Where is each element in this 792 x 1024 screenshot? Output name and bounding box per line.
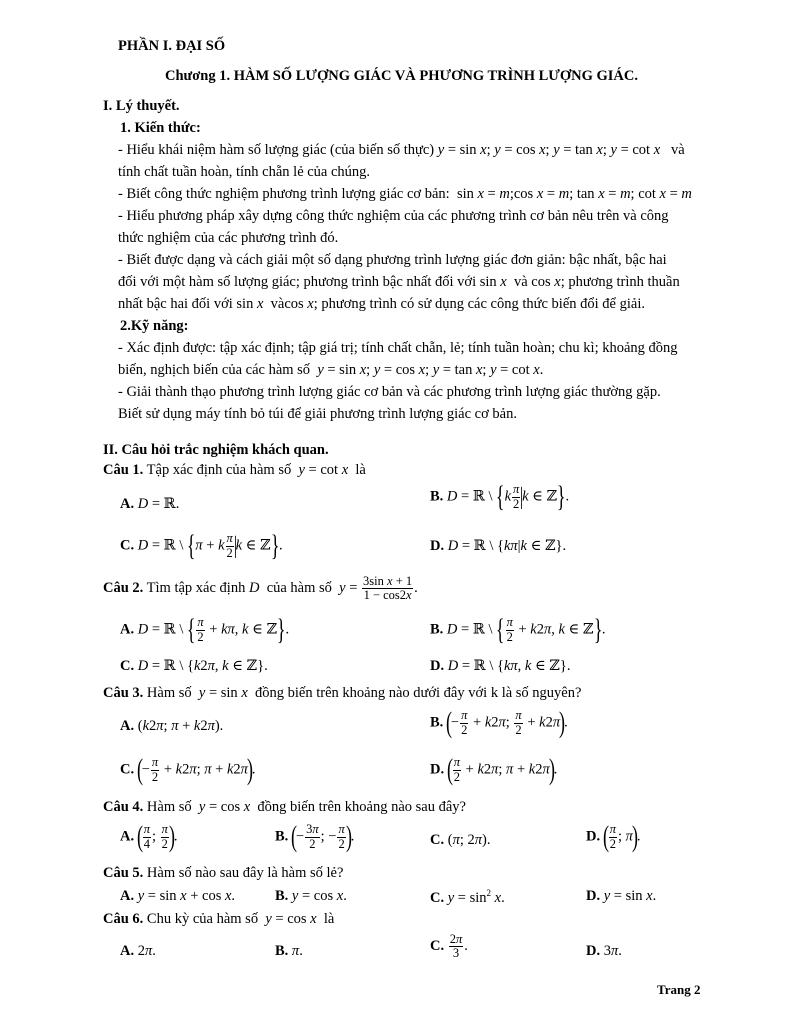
question-2: Câu 2. Tìm tập xác định D của hàm số y = $\frac{\text{3sin x + 1}}{1 - \cos 2x}$ .: [103, 574, 418, 603]
question-3: Câu 3. Hàm số y = sin x đồng biến trên khoảng nào dưới đây với k là số nguyên?: [103, 685, 582, 701]
question-5: Câu 5. Hàm số nào sau đây là hàm số lẻ?: [103, 865, 344, 881]
q4-option-d[interactable]: D. ( $\frac{\pi}{2}$ ; π).: [586, 820, 641, 853]
q1-option-a[interactable]: A. D = ℝ.: [120, 496, 180, 512]
q5-option-d[interactable]: D. y = sin x.: [586, 888, 657, 904]
question-6: Câu 6. Chu kỳ của hàm số y = cos x là: [103, 911, 335, 927]
skill-item-1: - Xác định được: tập xác định; tập giá trị; tính chất chẵn, lẻ; tính tuần hoàn; chu kì; khoảng đồng: [118, 340, 678, 356]
q1-option-c[interactable]: C. D = ℝ \ {π + k $\frac{\pi}{2}$ |k ∈ ℤ}.: [120, 529, 283, 562]
q2-option-d[interactable]: D. D = ℝ \ {kπ, k ∈ ℤ}.: [430, 658, 571, 674]
skill-item-2: - Giải thành thạo phương trình lượng giác cơ bản và các phương trình lượng giác thường gặp.: [118, 384, 661, 400]
q4-option-b[interactable]: B. (− $\frac{3\pi}{2}$ ; − $\frac{\pi}{2}$ ).: [275, 820, 355, 853]
q5-option-b[interactable]: B. y = cos x.: [275, 888, 347, 904]
q2-option-b[interactable]: B. D = ℝ \ { $\frac{\pi}{2}$ + k2π, k ∈ ℤ}.: [430, 613, 606, 646]
q6-option-c[interactable]: C. $\frac{2\pi}{3}$ .: [430, 932, 468, 961]
q6-option-d[interactable]: D. 3π.: [586, 943, 622, 959]
q5-option-c[interactable]: C. $y = \sin^2 x$.: [430, 888, 505, 906]
question-1: Câu 1. Tập xác định của hàm số y = cot x là: [103, 462, 366, 478]
chapter-title: Chương 1. HÀM SỐ LƯỢNG GIÁC VÀ PHƯƠNG TRÌNH LƯỢNG GIÁC.: [165, 68, 638, 84]
q3-option-a[interactable]: A. (k2π; π + k2π).: [120, 718, 224, 734]
q4-option-a[interactable]: A. ( $\frac{\pi}{4}$ ; $\frac{\pi}{2}$ ).: [120, 820, 178, 853]
knowledge-item-1-cont: tính chất tuần hoàn, tính chẵn lẻ của chúng.: [118, 164, 371, 180]
q4-option-c[interactable]: C. (π; 2π).: [430, 832, 491, 848]
q3-option-d[interactable]: D. ( $\frac{\pi}{2}$ + k2π; π + k2π).: [430, 753, 558, 786]
knowledge-item-4: - Biết được dạng và cách giải một số dạng phương trình lượng giác đơn giản: bậc nhất, bậc hai: [118, 252, 667, 268]
q1-option-b[interactable]: B. D = ℝ \ {k $\frac{\pi}{2}$ |k ∈ ℤ}.: [430, 480, 570, 513]
knowledge-item-1: - Hiểu khái niệm hàm số lượng giác (của biến số thực) y = sin x; y = cos x; y = tan x; y = cot x và: [118, 142, 685, 158]
page-number: Trang 2: [657, 982, 701, 997]
knowledge-item-4-cont2: nhất bậc hai đối với sin x vàcos x; phương trình có sử dụng các công thức biến đổi để giải.: [118, 296, 645, 312]
q3-option-b[interactable]: B. (− $\frac{\pi}{2}$ + k2π; $\frac{\pi}{2}$ + k2π).: [430, 706, 568, 739]
q3-option-c[interactable]: C. (− $\frac{\pi}{2}$ + k2π; π + k2π).: [120, 753, 256, 786]
part-title: PHẦN I. ĐẠI SỐ: [118, 38, 226, 54]
q5-option-a[interactable]: A. y = sin x + cos x.: [120, 888, 236, 904]
knowledge-item-3: - Hiểu phương pháp xây dựng công thức nghiệm của các phương trình cơ bản nêu trên và công: [118, 208, 669, 224]
q6-option-b[interactable]: B. π.: [275, 943, 303, 959]
knowledge-item-2: - Biết công thức nghiệm phương trình lượng giác cơ bản: sin x = m;cos x = m; tan x = m; cot x = m: [118, 186, 692, 202]
knowledge-heading: 1. Kiến thức:: [120, 120, 201, 136]
quiz-heading: II. Câu hỏi trắc nghiệm khách quan.: [103, 442, 329, 458]
skill-item-2-cont: Biết sử dụng máy tính bỏ túi để giải phương trình lượng giác cơ bản.: [118, 406, 517, 422]
theory-heading: I. Lý thuyết.: [103, 98, 180, 114]
skills-heading: 2.Kỹ năng:: [120, 318, 189, 334]
q6-option-a[interactable]: A. 2π.: [120, 943, 156, 959]
q2-option-c[interactable]: C. D = ℝ \ {k2π, k ∈ ℤ}.: [120, 658, 268, 674]
q2-option-a[interactable]: A. D = ℝ \ { $\frac{\pi}{2}$ + kπ, k ∈ ℤ}.: [120, 613, 290, 646]
skill-item-1-cont: biến, nghịch biến của các hàm số y = sin x; y = cos x; y = tan x; y = cot x.: [118, 362, 544, 378]
knowledge-item-3-cont: thức nghiệm của các phương trình đó.: [118, 230, 339, 246]
knowledge-item-4-cont: đối với một hàm số lượng giác; phương trình bậc nhất đối với sin x và cos x; phương trình thuần: [118, 274, 680, 290]
q1-option-d[interactable]: D. D = ℝ \ {kπ|k ∈ ℤ}.: [430, 538, 567, 554]
question-4: Câu 4. Hàm số y = cos x đồng biến trên khoảng nào sau đây?: [103, 799, 466, 815]
